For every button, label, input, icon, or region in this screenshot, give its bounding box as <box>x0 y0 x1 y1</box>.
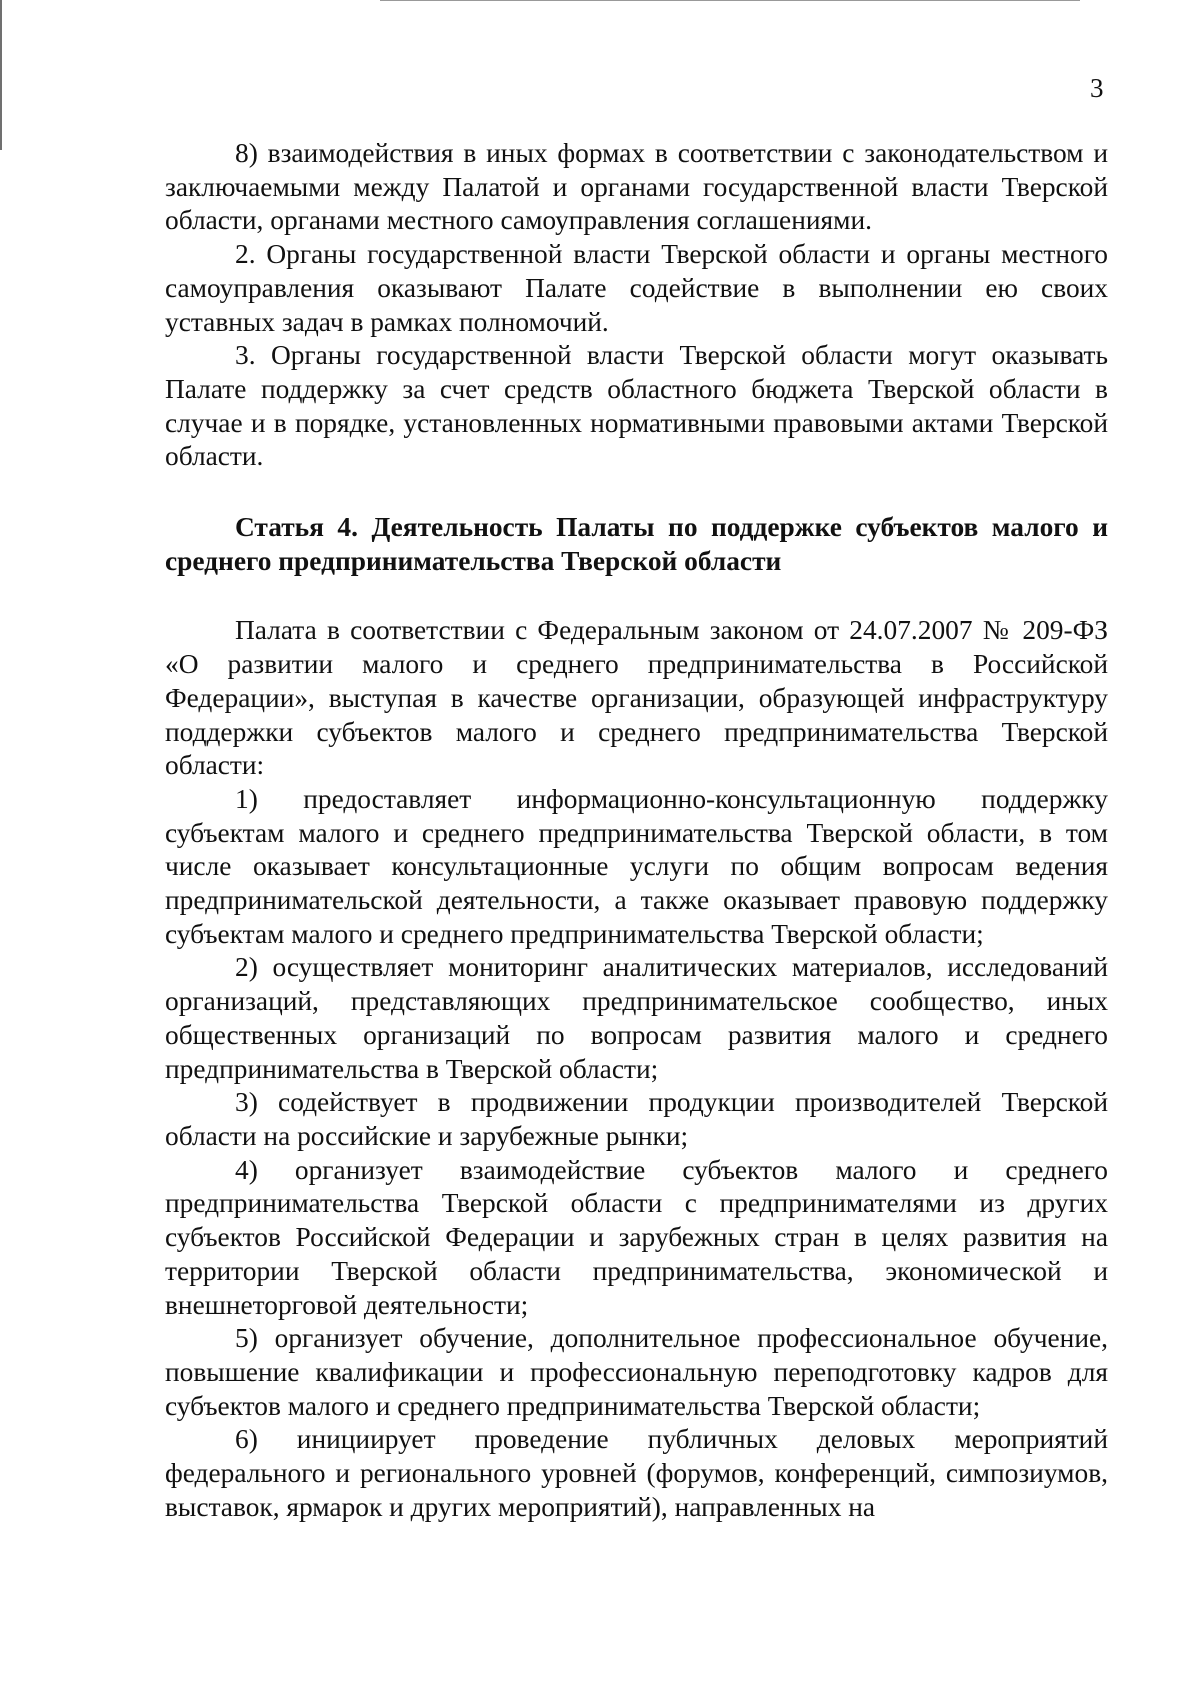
page-number: 3 <box>1090 73 1104 103</box>
paragraph-intro: Палата в соответствии с Федеральным законом от 24.07.2007 № 209-ФЗ «О развитии малого и среднего предпринимательства в Российской Федерации», выступая в качестве организации, образующей инфраструктуру поддержки субъектов малого и среднего предпринимательства Тверской области: <box>165 615 1108 781</box>
paragraph-item-6: 6) инициирует проведение публичных деловых мероприятий федерального и регионального уровней (форумов, конференций, симпозиумов, выставок, ярмарок и других мероприятий), направленных на <box>165 1424 1108 1522</box>
scan-edge-mark <box>0 0 2 150</box>
paragraph-clause-3: 3. Органы государственной власти Тверской области могут оказывать Палате поддержку за счет средств областного бюджета Тверской области в случае и в порядке, установленных нормативными правовыми актами Тверской области. <box>165 340 1108 472</box>
paragraph-item-2: 2) осуществляет мониторинг аналитических материалов, исследований организаций, представляющих предпринимательское сообщество, иных общественных организаций по вопросам развития малого и среднего предпринимательства в Тверской области; <box>165 952 1108 1084</box>
document-body <box>165 137 1108 1524</box>
article-heading: Статья 4. Деятельность Палаты по поддержке субъектов малого и среднего предпринимательства Тверской области <box>165 512 1108 576</box>
paragraph-item-1: 1) предоставляет информационно-консультационную поддержку субъектам малого и среднего предпринимательства Тверской области, в том числе оказывает консультационные услуги по общим вопросам ведения предпринимательской деятельности, а также оказывает правовую поддержку субъектам малого и среднего предпринимательства Тверской области; <box>165 783 1108 949</box>
scan-top-line <box>380 0 1080 1</box>
paragraph-item-8: 8) взаимодействия в иных формах в соответствии с законодательством и заключаемыми между Палатой и органами государственной власти Тверской области, органами местного самоуправления соглашениями. <box>165 138 1108 236</box>
paragraph-item-5: 5) организует обучение, дополнительное профессиональное обучение, повышение квалификации и профессиональную переподготовку кадров для субъектов малого и среднего предпринимательства Тверской области; <box>165 1323 1108 1421</box>
paragraph-item-3: 3) содействует в продвижении продукции производителей Тверской области на российские и зарубежные рынки; <box>165 1087 1108 1151</box>
paragraph-item-4: 4) организует взаимодействие субъектов малого и среднего предпринимательства Тверской области с предпринимателями из других субъектов Российской Федерации и зарубежных стран в целях развития на территории Тверской области предпринимательства, экономической и внешнеторговой деятельности; <box>165 1154 1108 1320</box>
paragraph-clause-2: 2. Органы государственной власти Тверской области и органы местного самоуправления оказывают Палате содействие в выполнении ею своих уставных задач в рамках полномочий. <box>165 239 1108 337</box>
